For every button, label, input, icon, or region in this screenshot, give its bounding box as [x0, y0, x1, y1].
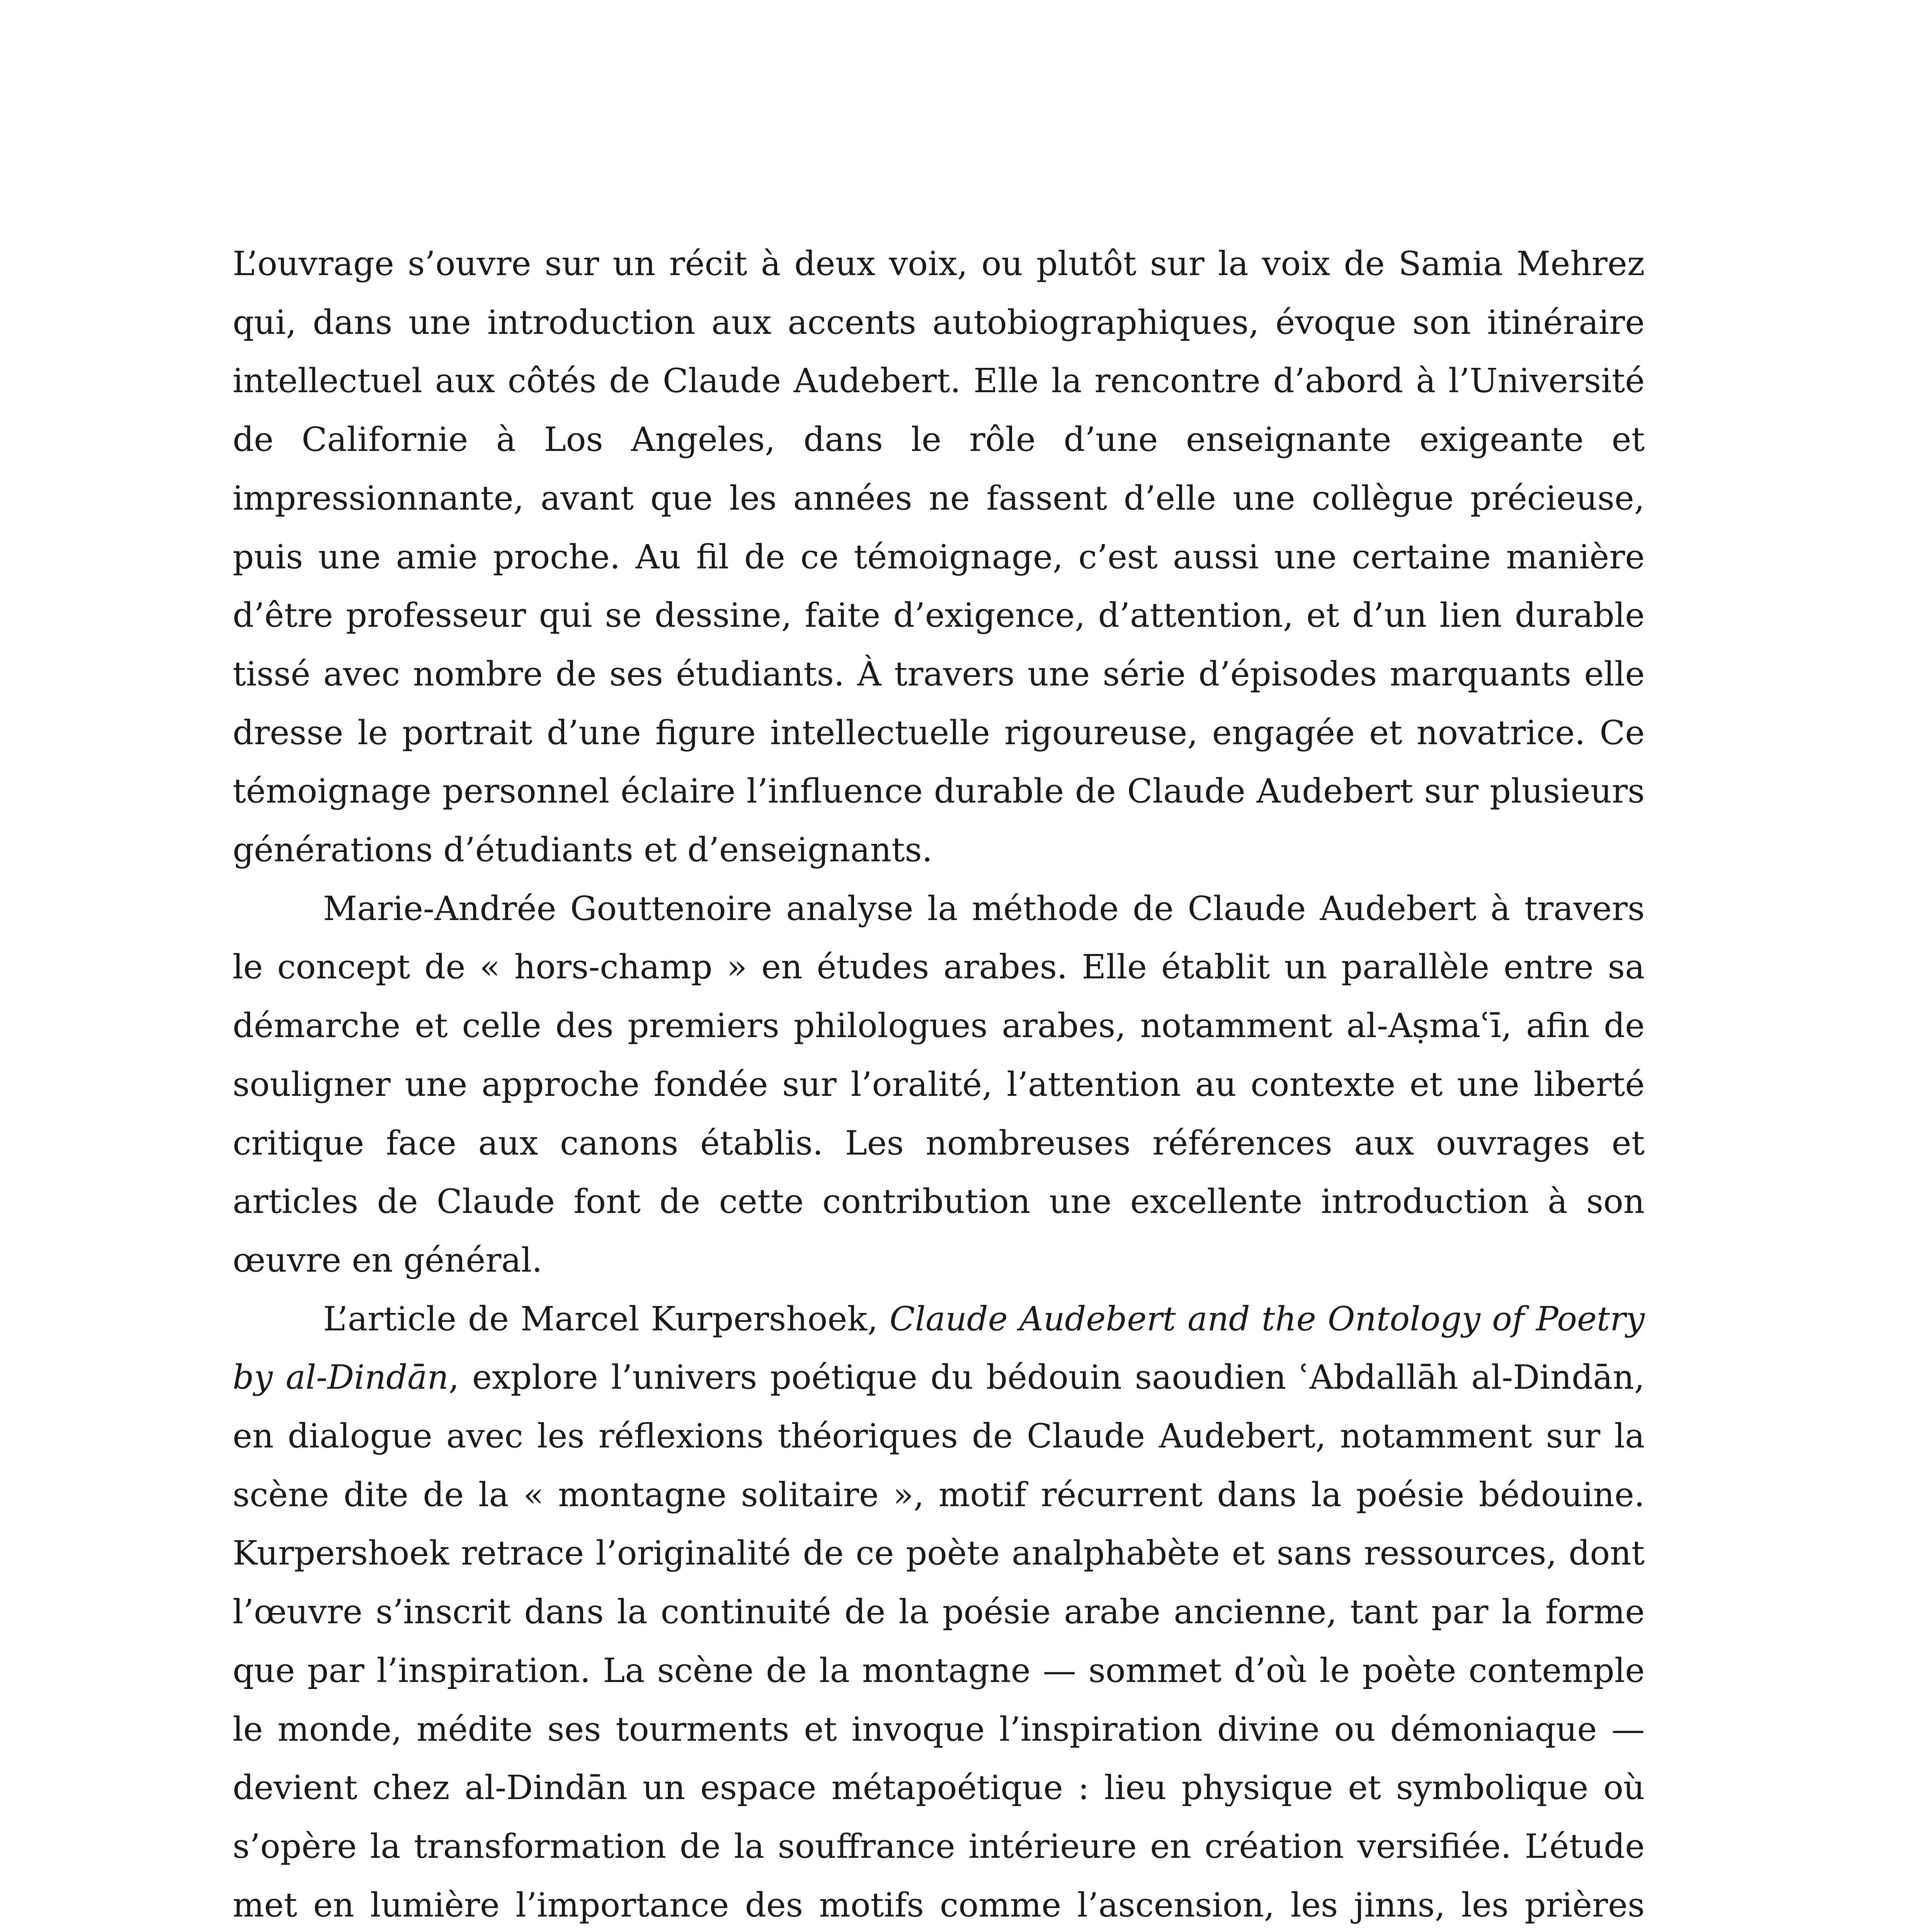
paragraph-kurpershoek: [233, 1290, 1645, 1932]
paragraph-samia-mehrez: L’ouvrage s’ouvre sur un récit à deux voix, ou plutôt sur la voix de Samia Mehrez qui, dans une introduction aux accents autobiographiques, évoque son itinéraire intellectuel aux côtés de Claude Audebert. Elle la rencontre d’abord à l’Université de Californie à Los Angeles, dans le rôle d’une enseignante exigeante et impressionnante, avant que les années ne fassent d’elle une collègue précieuse, puis une amie proche. Au fil de ce témoignage, c’est aussi une certaine manière d’être professeur qui se dessine, faite d’exigence, d’attention, et d’un lien durable tissé avec nombre de ses étudiants. À travers une série d’épisodes marquants elle dresse le portrait d’une figure intellectuelle rigoureuse, engagée et novatrice. Ce témoignage personnel éclaire l’influence durable de Claude Audebert sur plusieurs générations d’étudiants et d’enseignants.: [233, 245, 1645, 870]
article-title: Claude Audebert and the Ontology of Poetry by al-Dindān: [233, 1299, 1645, 1397]
body-text: [233, 235, 1645, 1932]
paragraph-kurpershoek-body: , explore l’univers poétique du bédouin saoudien ʿAbdallāh al-Dindān, en dialogue avec les réflexions théoriques de Claude Audebert, notamment sur la scène dite de la « montagne solitaire », motif récurrent dans la poésie bédouine. Kurpershoek retrace l’originalité de ce poète analphabète et sans ressources, dont l’œuvre s’inscrit dans la continuité de la poésie arabe ancienne, tant par la forme que par l’inspiration. La scène de la montagne — sommet d’où le poète contemple le monde, médite ses tourments et invoque l’inspiration divine ou démoniaque — devient chez al-Dindān un espace métapoétique : lieu physique et symbolique où s’opère la transformation de la souffrance intérieure en création versifiée. L’étude met en lumière l’importance des motifs comme l’ascension, les jinns, les prières: [233, 1358, 1645, 1925]
paragraph-kurpershoek-intro: L’article de Marcel Kurpershoek,: [323, 1299, 890, 1338]
paragraph-gouttenoire: Marie-Andrée Gouttenoire analyse la méthode de Claude Audebert à travers le concept de « hors-champ » en études arabes. Elle établit un parallèle entre sa démarche et celle des premiers philologues arabes, notamment al-Aṣmaʿī, afin de souligner une approche fondée sur l’oralité, l’attention au contexte et une liberté critique face aux canons établis. Les nombreuses références aux ouvrages et articles de Claude font de cette contribution une excellente introduction à son œuvre en général.: [233, 889, 1645, 1280]
